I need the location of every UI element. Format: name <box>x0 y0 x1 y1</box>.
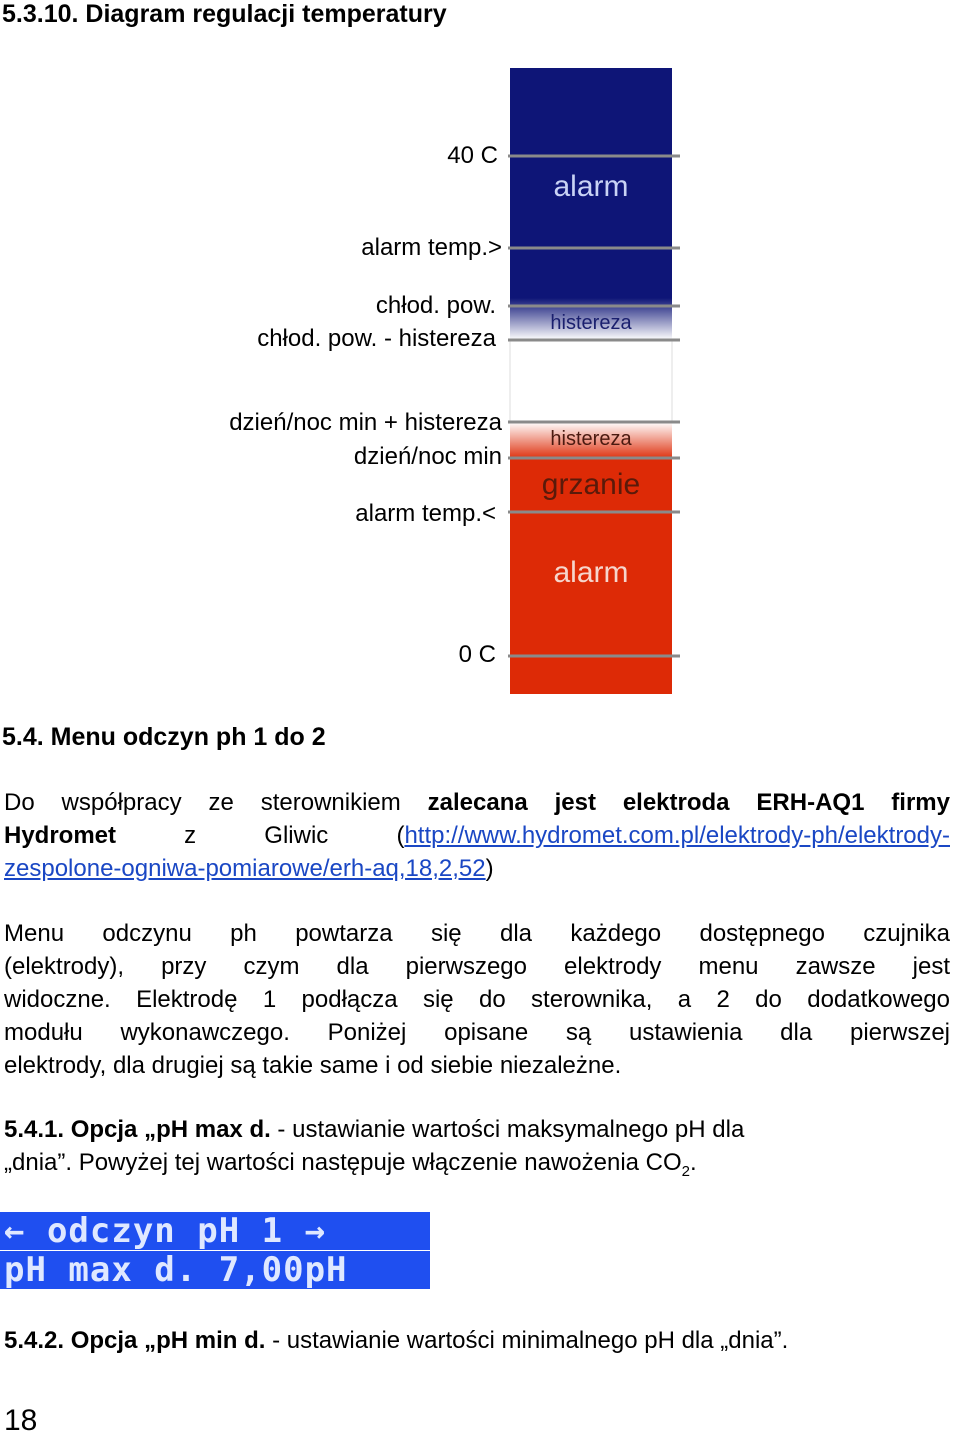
option-ph-min-title: 5.4.2. Opcja „pH min d. <box>4 1327 266 1354</box>
lcd-row-2: pH max d. 7,00pH <box>0 1251 430 1289</box>
co2-subscript: 2 <box>681 1162 691 1180</box>
intro-text-2: z Gliwic ( <box>116 822 405 849</box>
temp-bottom-label: 0 C <box>458 641 496 668</box>
cooling-label: chłod. pow. <box>375 292 496 319</box>
intro-close-paren: ) <box>485 855 494 882</box>
body-line-4: modułu wykonawczego. Poniżej opisane są ustawienia dla pierwszej <box>4 1019 950 1046</box>
alarm-bottom-zone-label: alarm <box>553 556 629 589</box>
alarm-top-zone-label: alarm <box>553 170 629 203</box>
neutral-zone <box>510 340 672 422</box>
option-ph-min-desc: - ustawianie wartości minimalnego pH dla „dnia”. <box>265 1327 789 1354</box>
cooling-hysteresis-label: chłod. pow. - histereza <box>257 325 496 352</box>
alarm-low-label: alarm temp.< <box>355 500 496 527</box>
lcd-row-1: ← odczyn pH 1 → <box>0 1212 430 1250</box>
option-ph-min <box>4 1324 950 1357</box>
hydromet-link-part1[interactable]: http://www.hydromet.com.pl/elektrody-ph/elektrody- <box>404 822 950 849</box>
intro-bold-text: zalecana jest elektroda ERH-AQ1 firmy <box>427 789 950 816</box>
option-ph-max-title: 5.4.1. Opcja „pH max d. <box>4 1116 271 1143</box>
option-ph-max-desc-2: „dnia”. Powyżej tej wartości następuje włączenie nawożenia CO <box>4 1149 682 1176</box>
body-line-3: widoczne. Elektrodę 1 podłącza się do sterownika, a 2 do dodatkowego <box>4 986 950 1013</box>
option-ph-max-end: . <box>690 1149 697 1176</box>
daynight-min-label: dzień/noc min <box>353 443 502 470</box>
intro-text: Do współpracy ze sterownikiem <box>4 789 428 816</box>
page-number: 18 <box>4 1404 38 1437</box>
hydromet-link-part2[interactable]: zespolone-ogniwa-pomiarowe/erh-aq,18,2,52 <box>4 855 486 882</box>
body-line-2: (elektrody), przy czym dla pierwszego elektrody menu zawsze jest <box>4 953 950 980</box>
section-heading-menu-ph: 5.4. Menu odczyn ph 1 do 2 <box>2 723 326 751</box>
daynight-hysteresis-label: dzień/noc min + histereza <box>229 409 502 436</box>
hysteresis-bottom-zone-label: histereza <box>550 428 632 450</box>
body-line-5: elektrody, dla drugiej są takie same i od siebie niezależne. <box>4 1052 622 1079</box>
alarm-high-label: alarm temp.> <box>361 234 502 261</box>
intro-paragraph <box>4 786 950 885</box>
section-heading-diagram: 5.3.10. Diagram regulacji temperatury <box>2 0 447 28</box>
intro-bold-company: Hydromet <box>4 822 117 849</box>
option-ph-max <box>4 1113 950 1188</box>
heating-zone-label: grzanie <box>541 468 641 501</box>
hysteresis-top-zone-label: histereza <box>550 312 632 334</box>
body-paragraph <box>4 917 950 1082</box>
option-ph-max-desc: - ustawianie wartości maksymalnego pH dla <box>270 1116 745 1143</box>
body-line-1: Menu odczynu ph powtarza się dla każdego dostępnego czujnika <box>4 920 950 947</box>
temp-top-label: 40 C <box>447 142 498 169</box>
